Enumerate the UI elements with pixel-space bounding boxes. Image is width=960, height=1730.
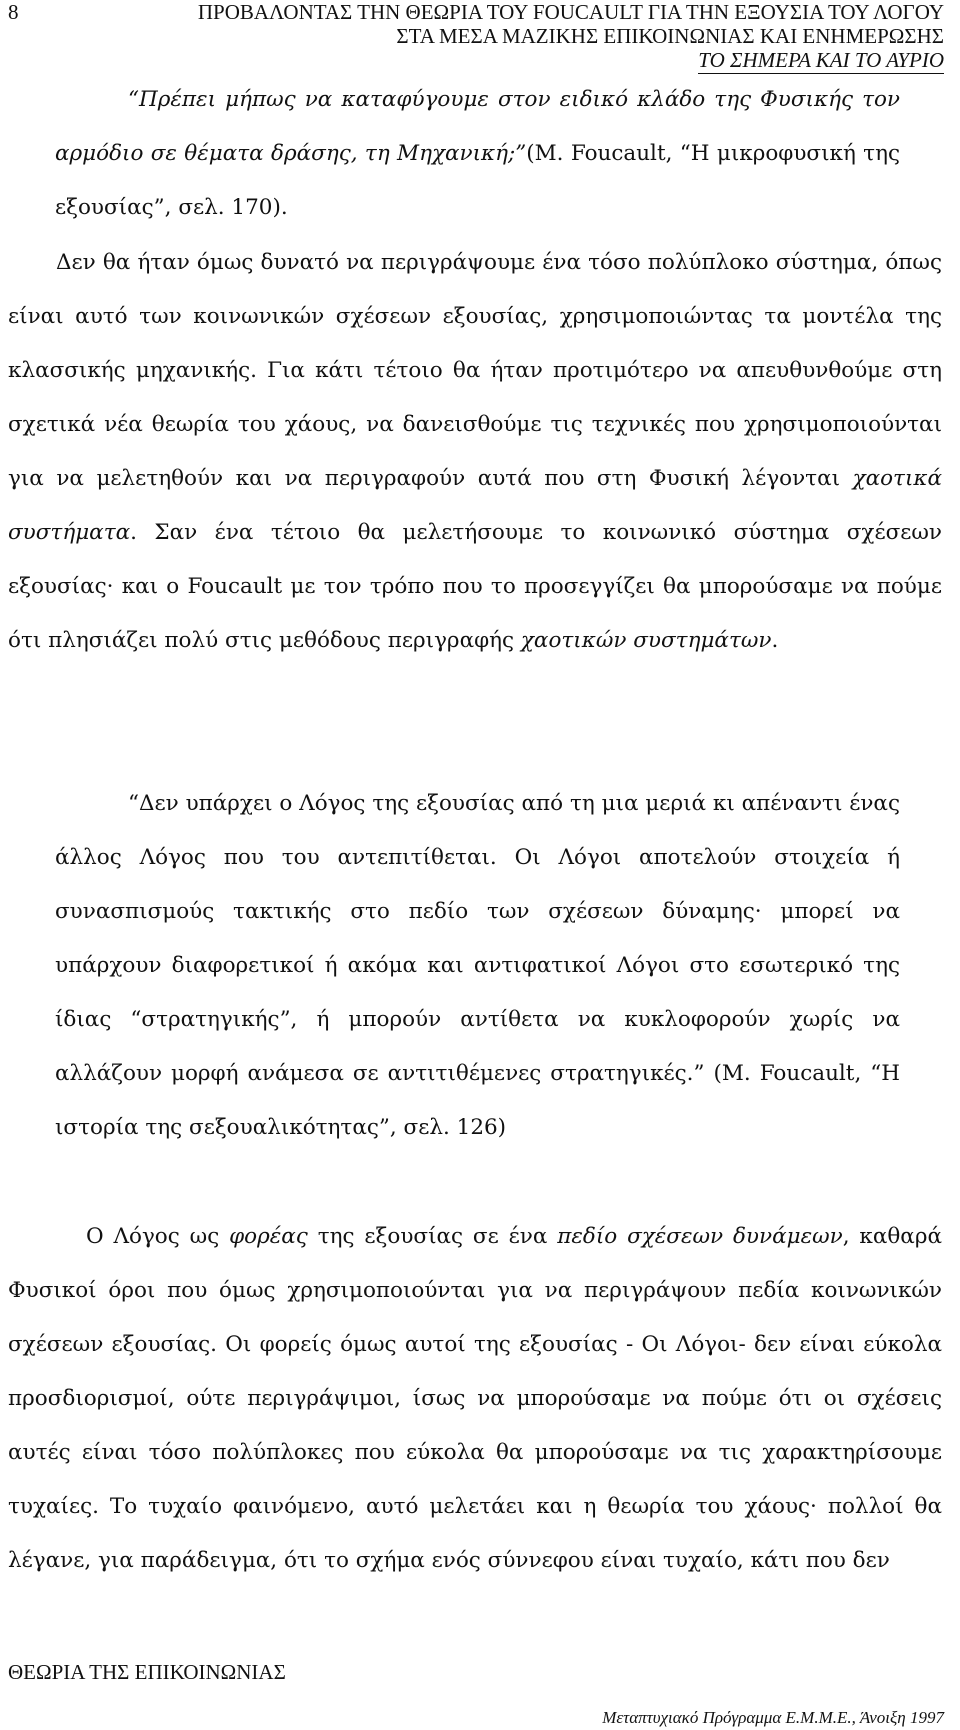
running-title-line-2: ΣΤΑ ΜΕΣΑ ΜΑΖΙΚΗΣ ΕΠΙΚΟΙΝΩΝΙΑΣ ΚΑΙ ΕΝΗΜΕΡΩΣΗΣ [396, 24, 944, 48]
quote-mechanics-text: “Πρέπει μήπως να καταφύγουμε στον ειδικό κλάδο της Φυσικής τον αρμόδιο σε θέματα δράσης, τη Μηχανική;” [55, 87, 900, 166]
quote-discourse-text: “Δεν υπάρχει ο Λόγος της εξουσίας από τη μια μεριά κι απέναντι ένας άλλος Λόγος που του αντεπιτίθεται. Οι Λόγοι αποτελούν στοιχεία ή συνασπισμούς τακτικής στο πεδίο των σχέσεων δύναμης· μπορεί να υπάρχουν διαφορετικοί ή ακόμα και αντιφατικοί Λόγοι στο εσωτερικό της ίδιας “στρατηγικής”, ή μπορούν αντίθετα να κυκλοφορούν χωρίς να αλλάζουν μορφή ανάμεσα σε αντιτιθέμενες στρατηγικές.” (Μ. Foucault, “Η ιστορία της σεξουαλικότητας”, σελ. 126) [55, 791, 900, 1140]
term-chaotic-systems: χαοτικά συστήματα [8, 466, 942, 545]
term-chaotic-systems-genitive: χαοτικών συστημάτων [520, 628, 772, 653]
term-force-field: πεδίο σχέσεων δυνάμεων [557, 1224, 843, 1249]
quote-mechanics-citation: (Μ. Foucault, “Η μικροφυσική της εξουσίας”, σελ. 170). [55, 141, 900, 220]
term-carrier: φορέας [229, 1224, 308, 1249]
paragraph-chaos-theory: Δεν θα ήταν όμως δυνατό να περιγράψουμε ένα τόσο πολύπλοκο σύστημα, όπως είναι αυτό των κοινωνικών σχέσεων εξουσίας, χρησιμοποιώντας τα μοντέλα της κλασσικής μηχανικής. Για κάτι τέτοιο θα ήταν προτιμότερο να απευθυνθούμε στη σχετικά νέα θεωρία του χάους, να δανεισθούμε τις τεχνικές που χρησιμοποιούνται για να μελετηθούν και να περιγραφούν αυτά που στη Φυσική λέγονται χαοτικά συστήματα. Σαν ένα τέτοιο θα μελετήσουμε το κοινωνικό σύστημα σχέσεων εξουσίας· και ο Foucault με τον τρόπο που το προσεγγίζει θα μπορούσαμε να πούμε ότι πλησιάζει πολύ στις μεθόδους περιγραφής χαοτικών συστημάτων. [8, 250, 942, 653]
footer-course-title: ΘΕΩΡΙΑ ΤΗΣ ΕΠΙΚΟΙΝΩΝΙΑΣ [8, 1660, 286, 1684]
running-title-line-1: ΠΡΟΒΑΛΟΝΤΑΣ ΤΗΝ ΘΕΩΡΙΑ ΤΟΥ FOUCAULT ΓΙΑ ΤΗΝ ΕΞΟΥΣΙΑ ΤΟΥ ΛΟΓΟΥ [197, 0, 944, 24]
running-title [44, 0, 944, 74]
paragraph-power-field: Ο Λόγος ως φορέας της εξουσίας σε ένα πεδίο σχέσεων δυνάμεων, καθαρά Φυσικοί όροι που όμως χρησιμοποιούνται για να περιγράψουν πεδία κοινωνικών σχέσεων εξουσίας. Οι φορείς όμως αυτοί της εξουσίας - Οι Λόγοι- δεν είναι εύκολα προσδιορισμοί, ούτε περιγράψιμοι, ίσως να μπορούσαμε να πούμε ότι οι σχέσεις αυτές είναι τόσο πολύπλοκες που εύκολα θα μπορούσαμε να τις χαρακτηρίσουμε τυχαίες. Το τυχαίο φαινόμενο, αυτό μελετάει και η θεωρία του χάους· πολλοί θα λέγανε, για παράδειγμα, ότι το σχήμα ενός σύννεφου είναι τυχαίο, κάτι που δεν [8, 1224, 942, 1573]
footer-program: Μεταπτυχιακό Πρόγραμμα Ε.Μ.Μ.Ε., Άνοιξη 1997 [602, 1708, 944, 1727]
running-title-line-3: ΤΟ ΣΗΜΕΡΑ ΚΑΙ ΤΟ ΑΥΡΙΟ [698, 48, 944, 72]
page-number: 8 [8, 0, 19, 24]
quote-mechanics [55, 73, 900, 235]
quote-discourse [55, 777, 900, 1155]
